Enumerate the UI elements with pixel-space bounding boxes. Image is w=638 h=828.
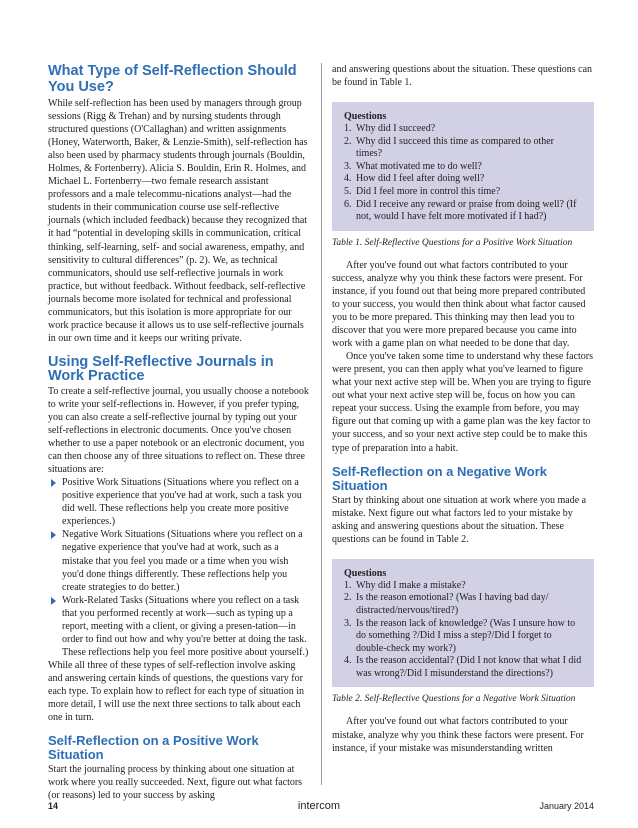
right-column (332, 63, 594, 755)
list-item: Negative Work Situations (Situations where you reflect on a negative experience that you've had at work, such as a mistake that you feel you made or a time when you wish you'd done things differently. These reflections help you create strategies to do better.) (48, 528, 310, 593)
body-paragraph: While self-reflection has been used by managers through group sessions (Rigg & Trehan) and by nursing students through structured questions (O'Callaghan) and written assignments (Honey, Waterworth, Baker, & Lenzie-Smith), self-reflection has also been used by pharmacy students through journals (Bouldin, Holmes, & Fortenberry). Alicia S. Bouldin, Erin R. Holmes, and Michael L. Fortenberry—two female research assistant professors and a male telecommu-nications analyst—had the students in their communication course use self-reflective journals (which included feedback) because they recognized that it had “potential in developing skills in communication, critical thinking, self-learning, self- and social awareness, empathy, and sensitivity to cultural differences” (p. 2). We, as technical communicators, should use self-reflective journals in work practice, but without feedback. Without feedback, self-reflective journals become more isolated for technical and professional communicators, but this isolation is more appropriate for our work practice because it allows us to use self-reflective journals in our own time and it keeps our writing private. (48, 98, 308, 344)
list-item: Positive Work Situations (Situations where you reflect on a positive experience that you've had at work, such a task you did well. These reflections help you create more positive experiences.) (48, 476, 310, 528)
list-item: 5. Did I feel more in control this time? (344, 186, 501, 198)
body-paragraph: After you've found out what factors contributed to your mistake, analyze why you think these factors were present. For instance, if your mistake was misunderstanding written (332, 716, 584, 754)
table-title: Questions (344, 567, 387, 579)
section-heading-negative-situation: Self-Reflection on a Negative Work Situation (332, 463, 548, 493)
table-2-caption: Table 2. Self-Reflective Questions for a Negative Work Situation (332, 694, 576, 705)
issue-date: January 2014 (539, 801, 594, 811)
section-heading-self-reflection-type: What Type of Self-Reflection Should You Use? (48, 63, 297, 95)
body-paragraph: After you've found out what factors contributed to your success, analyze why you think these factors were present. For instance, if you found out that being more prepared contributed to your success, you would then think about what factor caused you to be more prepared. This thinking may then lead you to discover that you were more prepared because you came into work with a game plan on what needed to be done that day. (332, 259, 586, 350)
body-paragraph: and answering questions about the situation. These questions can be found in Table 1. (332, 64, 593, 89)
triangle-bullet-icon (51, 597, 56, 605)
list-item: 4. How did I feel after doing well? (344, 173, 485, 185)
table-1-caption: Table 1. Self-Reflective Questions for a Positive Work Situation (332, 237, 573, 248)
list-item: 2. Is the reason emotional? (Was I having bad day/ distracted/nervous/tired?) (344, 592, 549, 616)
list-item: 1. Why did I succeed? (344, 123, 436, 135)
body-paragraph: Start the journaling process by thinking about one situation at work where you really succeeded. Next, figure out what factors (or reasons) led to your success by asking (48, 764, 303, 802)
list-item: Work-Related Tasks (Situations where you reflect on a task that you performed recently at work—such as typing up a report, meeting with a client, or giving a presen-tation—in order to find out how and why you're better at doing the task. These reflections help you feel more positive about yourself.) (48, 594, 310, 659)
triangle-bullet-icon (51, 531, 56, 539)
list-item: 3. Is the reason lack of knowledge? (Was I unsure how to do something ?/Did I miss a step?/Did I forget to double-check my work?) (344, 617, 576, 654)
body-paragraph: Once you've taken some time to understand why these factors were present, you can then apply what you've learned to figure what your next active step will be. When you are trying to figure out what your next active step will be, focus on how you can repeat your success. Using the example from before, you may figure out that coming up with a game plan was the key factor to your success, and so your next active step could be to make this type of preparation into a habit. (332, 351, 594, 454)
body-paragraph: To create a self-reflective journal, you usually choose a notebook to write your self-reflections in. However, if you prefer typing, you can also create a self-reflective journal by typing out your self-reflections in electronic documents. Once you've chosen whether to use a paper notebook or an electronic document, you can then choose any of three situations to reflect on. These three situations are: (48, 385, 309, 476)
list-item: 1. Why did I make a mistake? (344, 579, 466, 591)
list-item: 6. Did I receive any reward or praise from doing well? (If not, would I have felt more motivated if I had?) (344, 198, 577, 223)
body-paragraph: Start by thinking about one situation at work where you made a mistake. Next figure out what factors led to your mistake by asking and answering questions about the situation. These questions can be found in Table 2. (332, 494, 587, 545)
situation-list (48, 476, 310, 659)
question-list (344, 580, 582, 681)
triangle-bullet-icon (51, 479, 56, 487)
publication-name: intercom (297, 800, 341, 812)
table-1-box (332, 102, 594, 231)
list-item: 3. What motivated me to do well? (344, 160, 482, 172)
column-divider (321, 63, 322, 785)
table-2-box (332, 559, 594, 688)
list-item: 2. Why did I succeed this time as compared to other times? (344, 135, 554, 160)
left-column (48, 63, 310, 802)
list-item: 4. Is the reason accidental? (Did I not know that what I did was wrong?/Did I misunderstand the directions?) (344, 655, 582, 679)
table-title: Questions (344, 111, 387, 123)
page-number: 14 (48, 801, 59, 811)
page-footer (0, 801, 638, 815)
body-paragraph: While all three of these types of self-reflection involve asking and answering certain kinds of questions, the questions vary for each type. To explain how to reflect for each type of situation in more detail, I will use the next three sections to talk about each one in turn. (48, 659, 304, 724)
section-heading-using-journals: Using Self-Reflective Journals in Work Practice (48, 353, 274, 384)
question-list (344, 123, 582, 224)
section-heading-positive-situation: Self-Reflection on a Positive Work Situation (48, 733, 259, 763)
